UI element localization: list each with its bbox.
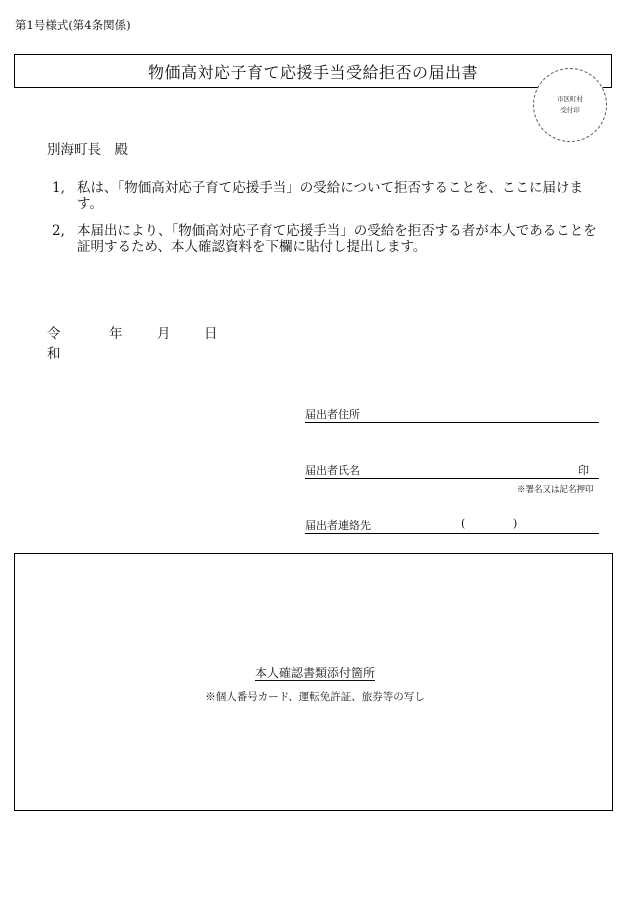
document-title-text: 物価高対応子育て応援手当受給拒否の届出書 bbox=[147, 62, 478, 82]
stamp-label-municipality: 市区町村 bbox=[557, 95, 583, 103]
addressee: 別海町長 殿 bbox=[47, 142, 128, 158]
date-month: 月 bbox=[157, 326, 171, 342]
contact-paren-open: ( bbox=[461, 517, 466, 530]
attachment-label bbox=[0, 664, 630, 681]
document-title bbox=[14, 54, 612, 88]
stamp-label-reception: 受付印 bbox=[560, 106, 580, 114]
declaration-item-2 bbox=[52, 223, 612, 257]
item-number: 1, bbox=[52, 180, 65, 196]
id-document-attachment-box bbox=[14, 553, 613, 811]
item-text: 私は、「物価高対応子育て応援手当」の受給について拒否することを、ここに届けます。 bbox=[77, 180, 583, 212]
attachment-note: ※個人番号カード、運転免許証、旅券等の写し bbox=[205, 691, 425, 703]
seal-mark: 印 bbox=[578, 464, 589, 477]
applicant-address-label: 届出者住所 bbox=[305, 408, 360, 421]
form-number: 第1号様式(第4条関係) bbox=[15, 18, 131, 32]
item-text: 本届出により、「物価高対応子育て応援手当」の受給を拒否する者が本人であることを証明するため、本人確認資料を下欄に貼付し提出します。 bbox=[77, 223, 597, 255]
attachment-label-text: 本人確認書類添付箇所 bbox=[254, 666, 375, 680]
date-era: 令和 bbox=[47, 326, 61, 362]
applicant-name-field[interactable] bbox=[305, 462, 599, 479]
signature-note: ※署名又は記名押印 bbox=[517, 485, 594, 495]
applicant-contact-field[interactable] bbox=[305, 517, 599, 534]
date-year: 年 bbox=[109, 326, 123, 342]
contact-paren-close: ) bbox=[513, 517, 518, 530]
applicant-name-label: 届出者氏名 bbox=[305, 464, 360, 477]
declaration-item-1 bbox=[52, 180, 612, 214]
date-day: 日 bbox=[204, 326, 218, 342]
item-number: 2, bbox=[52, 223, 65, 239]
reception-stamp-area bbox=[533, 68, 607, 142]
applicant-address-field[interactable] bbox=[305, 406, 599, 423]
applicant-contact-label: 届出者連絡先 bbox=[305, 519, 371, 532]
